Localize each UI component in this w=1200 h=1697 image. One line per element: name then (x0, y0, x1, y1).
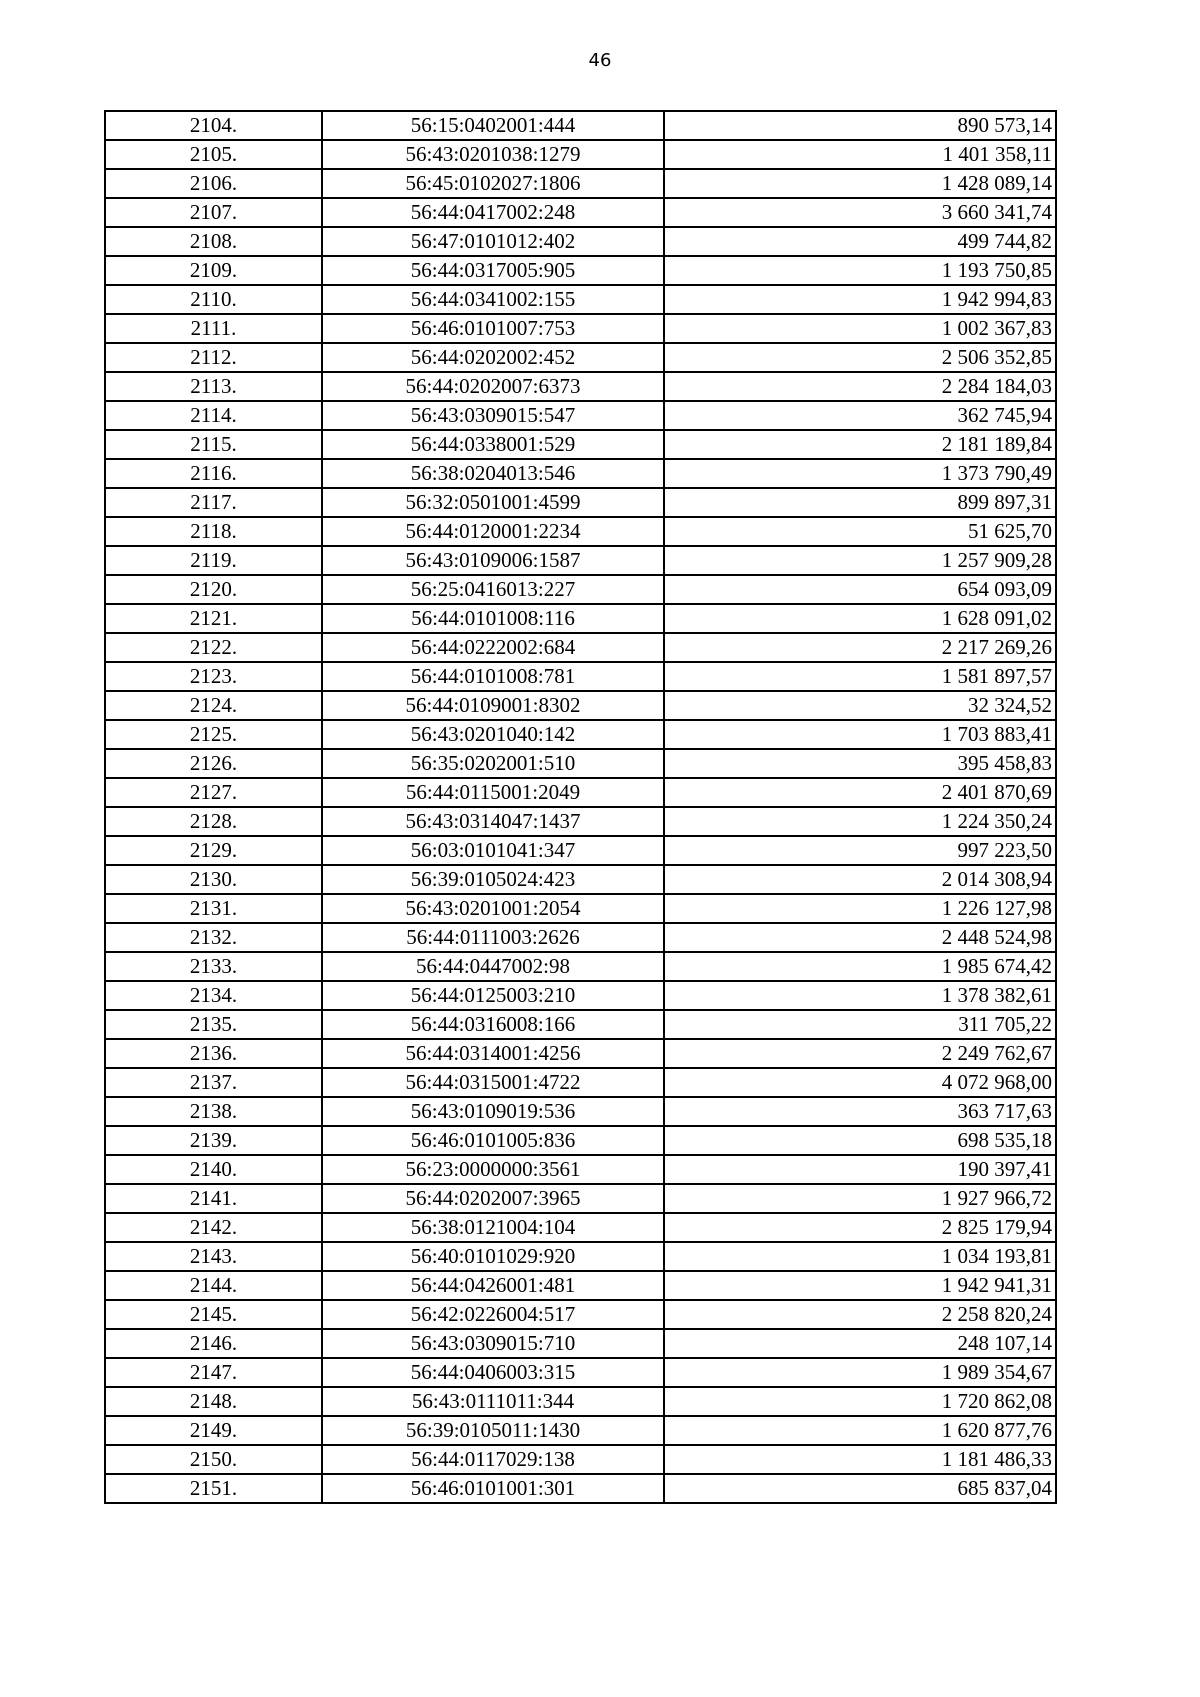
cadastral-number-cell: 56:43:0201040:142 (322, 720, 664, 749)
cadastral-value-cell: 1 989 354,67 (664, 1358, 1056, 1387)
cadastral-value-cell: 2 448 524,98 (664, 923, 1056, 952)
table-row (105, 807, 1056, 836)
table-row (105, 1474, 1056, 1503)
table-row (105, 198, 1056, 227)
cadastral-value-cell: 685 837,04 (664, 1474, 1056, 1503)
cadastral-value-cell: 2 217 269,26 (664, 633, 1056, 662)
cadastral-number-cell: 56:44:0117029:138 (322, 1445, 664, 1474)
row-number-cell: 2110. (105, 285, 322, 314)
row-number-cell: 2122. (105, 633, 322, 662)
row-number-cell: 2135. (105, 1010, 322, 1039)
table-row (105, 1184, 1056, 1213)
row-number-cell: 2119. (105, 546, 322, 575)
cadastral-value-table (104, 110, 1057, 1504)
table-row (105, 1300, 1056, 1329)
row-number-cell: 2148. (105, 1387, 322, 1416)
cadastral-value-cell: 1 373 790,49 (664, 459, 1056, 488)
cadastral-value-cell: 2 014 308,94 (664, 865, 1056, 894)
cadastral-value-cell: 2 506 352,85 (664, 343, 1056, 372)
cadastral-number-cell: 56:44:0101008:116 (322, 604, 664, 633)
row-number-cell: 2120. (105, 575, 322, 604)
cadastral-number-cell: 56:03:0101041:347 (322, 836, 664, 865)
cadastral-value-cell: 1 942 941,31 (664, 1271, 1056, 1300)
cadastral-number-cell: 56:47:0101012:402 (322, 227, 664, 256)
cadastral-number-cell: 56:44:0120001:2234 (322, 517, 664, 546)
table-row (105, 1387, 1056, 1416)
cadastral-number-cell: 56:44:0406003:315 (322, 1358, 664, 1387)
table-row (105, 952, 1056, 981)
cadastral-value-cell: 1 927 966,72 (664, 1184, 1056, 1213)
table-row (105, 1271, 1056, 1300)
row-number-cell: 2149. (105, 1416, 322, 1445)
cadastral-number-cell: 56:39:0105011:1430 (322, 1416, 664, 1445)
table-row (105, 865, 1056, 894)
cadastral-number-cell: 56:25:0416013:227 (322, 575, 664, 604)
cadastral-value-cell: 248 107,14 (664, 1329, 1056, 1358)
cadastral-value-cell: 1 942 994,83 (664, 285, 1056, 314)
table-row (105, 633, 1056, 662)
cadastral-number-cell: 56:44:0222002:684 (322, 633, 664, 662)
cadastral-number-cell: 56:44:0314001:4256 (322, 1039, 664, 1068)
row-number-cell: 2146. (105, 1329, 322, 1358)
cadastral-number-cell: 56:46:0101007:753 (322, 314, 664, 343)
table-row (105, 1416, 1056, 1445)
cadastral-number-cell: 56:44:0447002:98 (322, 952, 664, 981)
table-row (105, 923, 1056, 952)
cadastral-number-cell: 56:43:0314047:1437 (322, 807, 664, 836)
table-row (105, 749, 1056, 778)
cadastral-number-cell: 56:23:0000000:3561 (322, 1155, 664, 1184)
cadastral-number-cell: 56:43:0111011:344 (322, 1387, 664, 1416)
cadastral-value-cell: 899 897,31 (664, 488, 1056, 517)
cadastral-value-cell: 1 628 091,02 (664, 604, 1056, 633)
table-row (105, 517, 1056, 546)
cadastral-value-cell: 1 428 089,14 (664, 169, 1056, 198)
row-number-cell: 2140. (105, 1155, 322, 1184)
cadastral-number-cell: 56:43:0109019:536 (322, 1097, 664, 1126)
row-number-cell: 2104. (105, 111, 322, 140)
cadastral-value-cell: 3 660 341,74 (664, 198, 1056, 227)
table-row (105, 227, 1056, 256)
row-number-cell: 2147. (105, 1358, 322, 1387)
table-row (105, 1445, 1056, 1474)
table-row (105, 314, 1056, 343)
table-row (105, 1039, 1056, 1068)
row-number-cell: 2144. (105, 1271, 322, 1300)
cadastral-value-cell: 997 223,50 (664, 836, 1056, 865)
cadastral-value-cell: 2 401 870,69 (664, 778, 1056, 807)
table-body (105, 111, 1056, 1503)
table-row (105, 285, 1056, 314)
cadastral-number-cell: 56:44:0317005:905 (322, 256, 664, 285)
table-row (105, 343, 1056, 372)
table-row (105, 1155, 1056, 1184)
cadastral-value-cell: 1 002 367,83 (664, 314, 1056, 343)
cadastral-value-cell: 1 378 382,61 (664, 981, 1056, 1010)
row-number-cell: 2116. (105, 459, 322, 488)
row-number-cell: 2106. (105, 169, 322, 198)
table-row (105, 1358, 1056, 1387)
table-row (105, 169, 1056, 198)
cadastral-number-cell: 56:44:0115001:2049 (322, 778, 664, 807)
cadastral-number-cell: 56:44:0426001:481 (322, 1271, 664, 1300)
cadastral-number-cell: 56:43:0309015:547 (322, 401, 664, 430)
table-row (105, 140, 1056, 169)
table-row (105, 662, 1056, 691)
table-row (105, 778, 1056, 807)
row-number-cell: 2134. (105, 981, 322, 1010)
cadastral-number-cell: 56:35:0202001:510 (322, 749, 664, 778)
row-number-cell: 2137. (105, 1068, 322, 1097)
cadastral-number-cell: 56:44:0109001:8302 (322, 691, 664, 720)
cadastral-number-cell: 56:43:0109006:1587 (322, 546, 664, 575)
table-row (105, 1126, 1056, 1155)
cadastral-value-cell: 654 093,09 (664, 575, 1056, 604)
cadastral-number-cell: 56:38:0121004:104 (322, 1213, 664, 1242)
row-number-cell: 2105. (105, 140, 322, 169)
cadastral-value-cell: 1 193 750,85 (664, 256, 1056, 285)
cadastral-number-cell: 56:45:0102027:1806 (322, 169, 664, 198)
table-row (105, 1010, 1056, 1039)
cadastral-value-cell: 1 226 127,98 (664, 894, 1056, 923)
row-number-cell: 2150. (105, 1445, 322, 1474)
cadastral-number-cell: 56:44:0111003:2626 (322, 923, 664, 952)
cadastral-value-cell: 1 181 486,33 (664, 1445, 1056, 1474)
row-number-cell: 2129. (105, 836, 322, 865)
cadastral-value-cell: 2 825 179,94 (664, 1213, 1056, 1242)
cadastral-value-cell: 2 284 184,03 (664, 372, 1056, 401)
cadastral-number-cell: 56:44:0341002:155 (322, 285, 664, 314)
cadastral-value-cell: 698 535,18 (664, 1126, 1056, 1155)
cadastral-value-cell: 890 573,14 (664, 111, 1056, 140)
cadastral-value-cell: 4 072 968,00 (664, 1068, 1056, 1097)
table-row (105, 894, 1056, 923)
cadastral-number-cell: 56:42:0226004:517 (322, 1300, 664, 1329)
row-number-cell: 2111. (105, 314, 322, 343)
row-number-cell: 2115. (105, 430, 322, 459)
table-row (105, 372, 1056, 401)
cadastral-number-cell: 56:46:0101001:301 (322, 1474, 664, 1503)
row-number-cell: 2123. (105, 662, 322, 691)
cadastral-number-cell: 56:44:0315001:4722 (322, 1068, 664, 1097)
row-number-cell: 2125. (105, 720, 322, 749)
cadastral-number-cell: 56:44:0125003:210 (322, 981, 664, 1010)
cadastral-value-cell: 1 620 877,76 (664, 1416, 1056, 1445)
cadastral-number-cell: 56:43:0309015:710 (322, 1329, 664, 1358)
row-number-cell: 2118. (105, 517, 322, 546)
row-number-cell: 2127. (105, 778, 322, 807)
table-row (105, 430, 1056, 459)
row-number-cell: 2113. (105, 372, 322, 401)
row-number-cell: 2133. (105, 952, 322, 981)
row-number-cell: 2139. (105, 1126, 322, 1155)
row-number-cell: 2130. (105, 865, 322, 894)
table-row (105, 691, 1056, 720)
row-number-cell: 2151. (105, 1474, 322, 1503)
table-row (105, 401, 1056, 430)
row-number-cell: 2128. (105, 807, 322, 836)
row-number-cell: 2112. (105, 343, 322, 372)
table-row (105, 488, 1056, 517)
cadastral-value-cell: 395 458,83 (664, 749, 1056, 778)
cadastral-value-cell: 1 985 674,42 (664, 952, 1056, 981)
row-number-cell: 2142. (105, 1213, 322, 1242)
cadastral-value-cell: 1 034 193,81 (664, 1242, 1056, 1271)
cadastral-value-cell: 499 744,82 (664, 227, 1056, 256)
cadastral-value-cell: 362 745,94 (664, 401, 1056, 430)
cadastral-value-cell: 2 258 820,24 (664, 1300, 1056, 1329)
cadastral-value-cell: 32 324,52 (664, 691, 1056, 720)
row-number-cell: 2114. (105, 401, 322, 430)
table-row (105, 111, 1056, 140)
row-number-cell: 2124. (105, 691, 322, 720)
table-row (105, 546, 1056, 575)
cadastral-value-cell: 51 625,70 (664, 517, 1056, 546)
cadastral-value-cell: 363 717,63 (664, 1097, 1056, 1126)
table-row (105, 256, 1056, 285)
row-number-cell: 2107. (105, 198, 322, 227)
table-row (105, 1329, 1056, 1358)
cadastral-value-cell: 1 257 909,28 (664, 546, 1056, 575)
cadastral-number-cell: 56:43:0201001:2054 (322, 894, 664, 923)
cadastral-number-cell: 56:43:0201038:1279 (322, 140, 664, 169)
cadastral-value-cell: 1 720 862,08 (664, 1387, 1056, 1416)
row-number-cell: 2136. (105, 1039, 322, 1068)
row-number-cell: 2117. (105, 488, 322, 517)
cadastral-value-cell: 1 224 350,24 (664, 807, 1056, 836)
row-number-cell: 2126. (105, 749, 322, 778)
row-number-cell: 2109. (105, 256, 322, 285)
cadastral-number-cell: 56:15:0402001:444 (322, 111, 664, 140)
cadastral-number-cell: 56:44:0316008:166 (322, 1010, 664, 1039)
row-number-cell: 2145. (105, 1300, 322, 1329)
table-row (105, 604, 1056, 633)
cadastral-value-cell: 190 397,41 (664, 1155, 1056, 1184)
cadastral-value-cell: 1 703 883,41 (664, 720, 1056, 749)
cadastral-value-cell: 1 401 358,11 (664, 140, 1056, 169)
row-number-cell: 2131. (105, 894, 322, 923)
cadastral-number-cell: 56:46:0101005:836 (322, 1126, 664, 1155)
cadastral-number-cell: 56:44:0202002:452 (322, 343, 664, 372)
cadastral-value-cell: 2 249 762,67 (664, 1039, 1056, 1068)
table-row (105, 1068, 1056, 1097)
cadastral-number-cell: 56:44:0202007:6373 (322, 372, 664, 401)
row-number-cell: 2121. (105, 604, 322, 633)
table-row (105, 459, 1056, 488)
table-row (105, 1213, 1056, 1242)
table-row (105, 1242, 1056, 1271)
cadastral-number-cell: 56:44:0417002:248 (322, 198, 664, 227)
row-number-cell: 2108. (105, 227, 322, 256)
row-number-cell: 2141. (105, 1184, 322, 1213)
table-row (105, 575, 1056, 604)
cadastral-number-cell: 56:44:0338001:529 (322, 430, 664, 459)
table-row (105, 720, 1056, 749)
cadastral-number-cell: 56:44:0202007:3965 (322, 1184, 664, 1213)
cadastral-value-cell: 311 705,22 (664, 1010, 1056, 1039)
cadastral-value-cell: 1 581 897,57 (664, 662, 1056, 691)
row-number-cell: 2138. (105, 1097, 322, 1126)
cadastral-value-cell: 2 181 189,84 (664, 430, 1056, 459)
cadastral-number-cell: 56:40:0101029:920 (322, 1242, 664, 1271)
table-row (105, 981, 1056, 1010)
cadastral-number-cell: 56:32:0501001:4599 (322, 488, 664, 517)
cadastral-number-cell: 56:38:0204013:546 (322, 459, 664, 488)
row-number-cell: 2143. (105, 1242, 322, 1271)
table-row (105, 1097, 1056, 1126)
row-number-cell: 2132. (105, 923, 322, 952)
table-row (105, 836, 1056, 865)
page-number: 46 (588, 50, 612, 71)
cadastral-number-cell: 56:44:0101008:781 (322, 662, 664, 691)
cadastral-number-cell: 56:39:0105024:423 (322, 865, 664, 894)
